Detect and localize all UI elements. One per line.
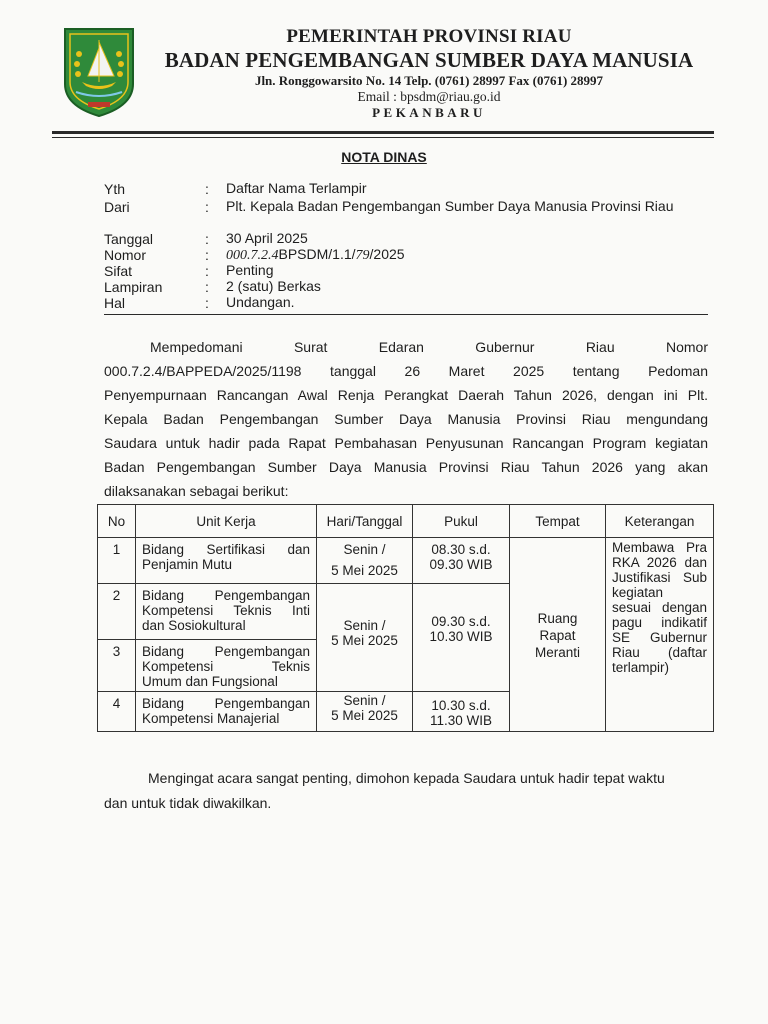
meta-colon: : <box>205 279 209 295</box>
closing-line: Mengingat acara sangat penting, dimohon kepada Saudara untuk hadir tepat waktu <box>148 770 665 786</box>
row-number: 2 <box>112 588 121 603</box>
keterangan-line: pagu indikatif <box>612 615 707 630</box>
meta-colon: : <box>205 231 209 247</box>
pukul-line: 09.30 s.d. <box>431 613 491 629</box>
cell-hari <box>317 538 413 584</box>
header-hari-tanggal: Hari/Tanggal <box>317 505 413 538</box>
document-title <box>0 149 768 165</box>
letterhead-rule-thin <box>52 137 714 138</box>
cell-pukul <box>413 538 510 584</box>
cell-unit <box>136 584 317 640</box>
pukul-line: 10.30 WIB <box>429 628 493 644</box>
meta-key-dari: Dari <box>104 199 130 215</box>
cell-no <box>98 640 136 692</box>
keterangan-line: sesuai dengan <box>612 600 707 615</box>
cell-no <box>98 584 136 640</box>
meta-value-yth: Daftar Nama Terlampir <box>226 180 367 196</box>
meta-value-hal: Undangan. <box>226 294 295 310</box>
cell-hari <box>317 584 413 692</box>
cell-unit <box>136 538 317 584</box>
hari-line: Senin / <box>343 617 386 633</box>
closing-line: dan untuk tidak diwakilkan. <box>104 795 272 811</box>
cell-no <box>98 692 136 732</box>
pukul-line: 09.30 WIB <box>429 557 493 572</box>
hari-line: Senin / <box>343 542 386 557</box>
table-row <box>98 538 714 584</box>
number-segment: BPSDM/1.1/ <box>278 246 356 262</box>
cell-hari <box>317 692 413 732</box>
meta-colon: : <box>205 263 209 279</box>
unit-line: Bidang Pengembangan <box>142 588 310 603</box>
meta-key-hal: Hal <box>104 295 126 311</box>
riau-province-logo <box>62 26 136 118</box>
schedule-table <box>97 504 714 732</box>
body-line: Kepala Badan Pengembangan Sumber Daya Manusia Provinsi Riau mengundang <box>104 411 708 427</box>
agency-email: Email : bpsdm@riau.go.id <box>357 89 501 104</box>
header-unit-kerja: Unit Kerja <box>136 505 317 538</box>
tempat-line: Meranti <box>534 645 580 660</box>
meta-value-nomor <box>226 247 706 263</box>
row-number: 1 <box>112 542 121 557</box>
cell-pukul <box>413 692 510 732</box>
cell-pukul <box>413 584 510 692</box>
tempat-line: Ruang <box>537 611 578 626</box>
keterangan-line: RKA 2026 dan <box>612 555 707 570</box>
unit-line: Kompetensi Manajerial <box>142 711 280 726</box>
agency-city: PEKANBARU <box>372 105 486 120</box>
unit-line: Umum dan Fungsional <box>142 674 278 689</box>
government-name: PEMERINTAH PROVINSI RIAU <box>286 26 572 47</box>
body-line: 000.7.2.4/BAPPEDA/2025/1198 tanggal 26 Maret 2025 tentang Pedoman <box>104 363 708 379</box>
unit-line: dan Sosiokultural <box>142 618 246 633</box>
cell-no <box>98 538 136 584</box>
meta-colon: : <box>205 247 209 263</box>
header-keterangan: Keterangan <box>606 505 714 538</box>
hari-line: Senin / <box>343 693 386 708</box>
meta-value-dari: Plt. Kepala Badan Pengembangan Sumber Daya Manusia Provinsi Riau <box>226 198 674 214</box>
keterangan-line: SE Gubernur <box>612 630 707 645</box>
agency-address: Jln. Ronggowarsito No. 14 Telp. (0761) 28997 Fax (0761) 28997 <box>254 73 604 88</box>
hari-line: 5 Mei 2025 <box>331 708 398 723</box>
hari-line: 5 Mei 2025 <box>331 563 398 578</box>
meta-value-sifat: Penting <box>226 262 274 278</box>
number-segment: /2025 <box>369 246 405 262</box>
meta-value-lampiran: 2 (satu) Berkas <box>226 278 321 294</box>
meta-colon: : <box>205 199 209 215</box>
header-no: No <box>98 505 136 538</box>
meta-divider <box>104 314 708 315</box>
meta-colon: : <box>205 295 209 311</box>
body-line: Mempedomani Surat Edaran Gubernur Riau Nomor <box>150 339 708 355</box>
handwritten-number: 79 <box>355 248 370 263</box>
meta-value-tanggal: 30 April 2025 <box>226 230 308 246</box>
pukul-line: 10.30 s.d. <box>431 698 491 713</box>
cell-unit <box>136 640 317 692</box>
meta-key-yth: Yth <box>104 181 126 197</box>
cell-keterangan <box>606 538 714 732</box>
meta-colon: : <box>205 181 209 197</box>
keterangan-line: Riau (daftar <box>612 645 707 660</box>
table-header-row <box>98 505 714 538</box>
cell-tempat <box>510 538 606 732</box>
row-number: 3 <box>112 644 121 659</box>
document-title-text: NOTA DINAS <box>341 149 427 165</box>
unit-line: Bidang Pengembangan <box>142 644 310 659</box>
unit-line: Kompetensi Teknis Inti <box>142 603 310 618</box>
unit-line: Kompetensi Teknis <box>142 659 310 674</box>
keterangan-line: terlampir) <box>612 660 670 675</box>
tempat-line: Rapat <box>539 628 576 643</box>
agency-name: BADAN PENGEMBANGAN SUMBER DAYA MANUSIA <box>164 48 694 72</box>
letterhead-rule-thick <box>52 131 714 134</box>
pukul-line: 11.30 WIB <box>429 713 493 728</box>
meta-key-nomor: Nomor <box>104 247 147 263</box>
body-line: Saudara untuk hadir pada Rapat Pembahasan Penyusunan Rancangan Program kegiatan <box>104 435 708 451</box>
pukul-line: 08.30 s.d. <box>431 542 491 557</box>
unit-line: Bidang Pengembangan <box>142 696 310 711</box>
handwritten-number: 000.7.2.4 <box>226 248 279 263</box>
cell-unit <box>136 692 317 732</box>
body-line: Badan Pengembangan Sumber Daya Manusia Provinsi Riau Tahun 2026 yang akan <box>104 459 708 475</box>
header-pukul: Pukul <box>413 505 510 538</box>
unit-line: Bidang Sertifikasi dan <box>142 542 310 557</box>
body-line: Penyempurnaan Rancangan Awal Renja Perangkat Daerah Tahun 2026, dengan ini Plt. <box>104 387 708 403</box>
keterangan-line: Justifikasi Sub <box>612 570 707 585</box>
header-tempat: Tempat <box>510 505 606 538</box>
meta-key-sifat: Sifat <box>104 263 133 279</box>
meta-key-tanggal: Tanggal <box>104 231 154 247</box>
hari-line: 5 Mei 2025 <box>331 632 398 648</box>
row-number: 4 <box>112 696 121 711</box>
body-line: dilaksanakan sebagai berikut: <box>104 483 289 499</box>
keterangan-line: Membawa Pra <box>612 540 707 555</box>
keterangan-line: kegiatan <box>612 585 664 600</box>
meta-key-lampiran: Lampiran <box>104 279 163 295</box>
unit-line: Penjamin Mutu <box>142 557 233 572</box>
